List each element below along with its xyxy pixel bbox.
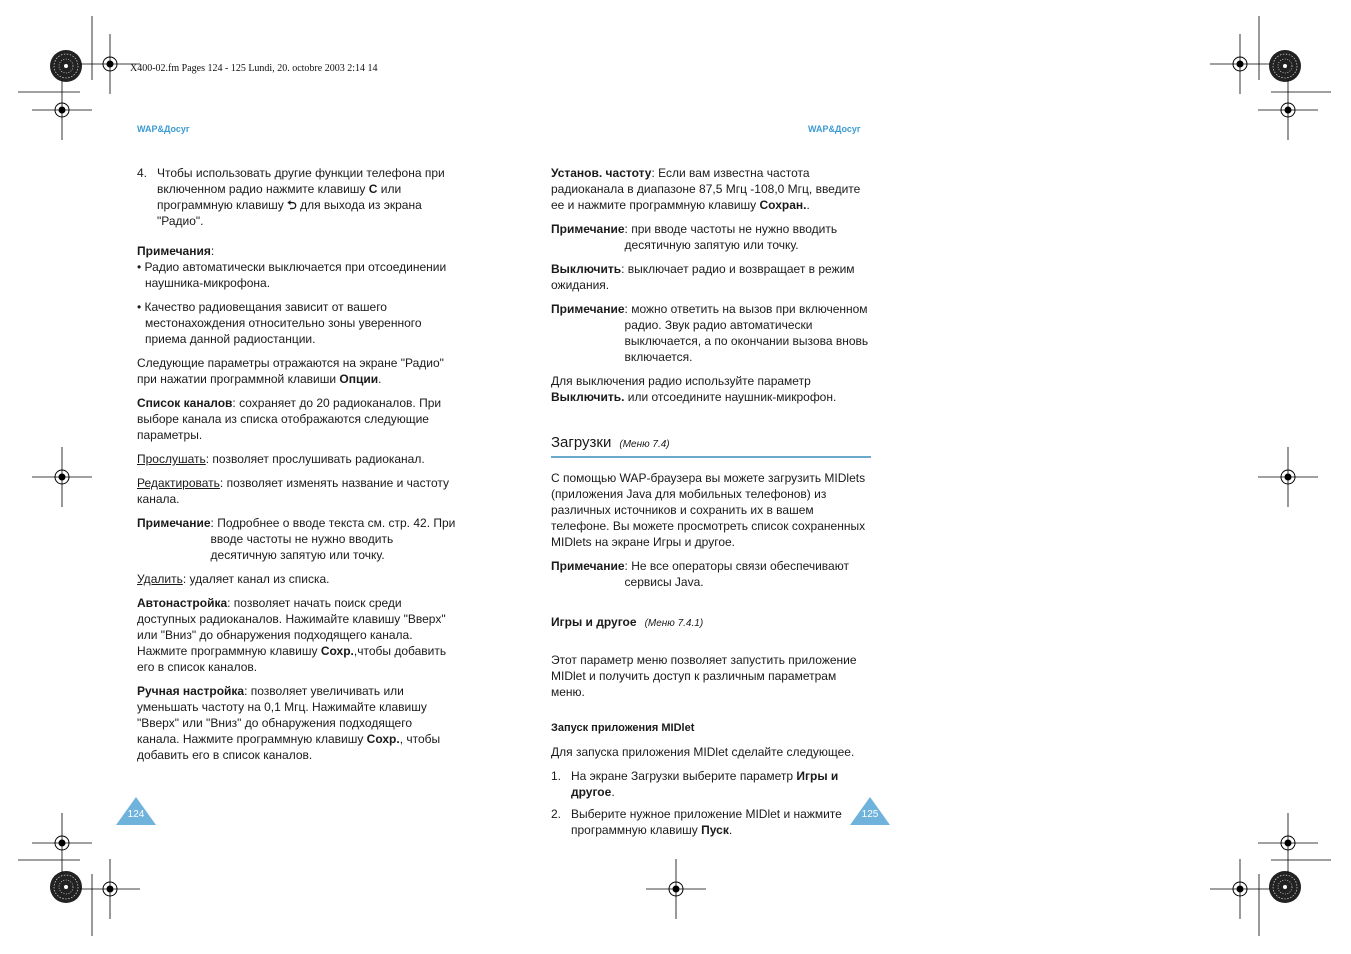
frequency-note: Примечание : при вводе частоты не нужно вводить десятичную запятую или точку. <box>551 222 838 252</box>
list-item: 1. На экране Загрузки выберите параметр Игры и другое. <box>551 769 839 799</box>
params-intro: Следующие параметры отражаются на экране "Радио" при нажатии программной клавиши Опции. <box>137 356 444 386</box>
section-tag-left: WAP&Досуг <box>137 124 190 134</box>
left-column <box>137 165 457 771</box>
section-tag-right: WAP&Досуг <box>808 124 861 134</box>
delete-para: Удалить: удаляет канал из списка. <box>137 572 330 586</box>
listen-para: Прослушать: позволяет прослушивать радиоканал. <box>137 452 425 466</box>
java-note: Примечание : Не все операторы связи обеспечивают сервисы Java. <box>551 559 849 589</box>
games-heading: Игры и другое (Меню 7.4.1) <box>551 615 704 629</box>
page-number-right: 125 <box>850 797 890 825</box>
channel-list-para: Список каналов: сохраняет до 20 радиоканалов. При выборе канала из списка отображаются следующие параметры. <box>137 396 442 442</box>
call-note: Примечание : можно ответить на вызов при включенном радио. Звук радио автоматически выключается, а по окончании вызова вновь включается. <box>551 302 869 364</box>
switch-off-para: Выключить: выключает радио и возвращает в режим ожидания. <box>551 262 855 292</box>
right-column <box>551 165 871 844</box>
notes-heading: Примечания: <box>137 244 215 258</box>
disable-radio-para: Для выключения радио используйте параметр Выключить. или отсоедините наушник-микрофон. <box>551 374 837 404</box>
launch-heading: Запуск приложения MIDlet <box>551 722 695 734</box>
games-para: Этот параметр меню позволяет запустить приложение MIDlet и получить доступ к различным параметрам меню. <box>551 653 857 699</box>
launch-intro: Для запуска приложения MIDlet сделайте следующее. <box>551 745 855 759</box>
edit-note: Примечание : Подробнее о вводе текста см. стр. 42. При вводе частоты не нужно вводить десятичную запятую или точку. <box>137 516 456 562</box>
note-bullet: • Радио автоматически выключается при отсоединении наушника-микрофона. <box>137 260 447 290</box>
list-item: 2. Выберите нужное приложение MIDlet и нажмите программную клавишу Пуск. <box>551 807 842 837</box>
downloads-para: С помощью WAP-браузера вы можете загрузить MIDlets (приложения Java для мобильных телефонов) из различных источников и сохранить их в вашем телефоне. Вы можете просмотреть список сохраненных MIDlets на экране Игры и другое. <box>551 471 866 549</box>
downloads-heading: Загрузки (Меню 7.4) <box>551 435 871 458</box>
autotune-para: Автонастройка: позволяет начать поиск среди доступных радиоканалов. Нажимайте клавишу "Вверх" или "Вниз" до обнаружения подходящего канала. Нажмите программную клавишу Сохр.,чтобы добавить его в список каналов. <box>137 596 447 674</box>
back-icon: ⮌ <box>287 198 297 212</box>
list-item: 4. Чтобы использовать другие функции телефона при включенном радио нажмите клавишу C или программную клавишу ⮌ для выхода из экрана "Радио". <box>137 166 445 228</box>
note-bullet: • Качество радиовещания зависит от вашего местонахождения относительно зоны уверенного приема данной радиостанции. <box>137 300 422 346</box>
manual-tune-para: Ручная настройка: позволяет увеличивать или уменьшать частоту на 0,1 Мгц. Нажимайте клавишу "Вверх" или "Вниз" до обнаружения подходящего канала. Нажмите программную клавишу Сохр., чтобы добавить его в список каналов. <box>137 684 441 762</box>
file-header: X400-02.fm Pages 124 - 125 Lundi, 20. octobre 2003 2:14 14 <box>130 63 378 74</box>
page-number-left: 124 <box>116 797 156 825</box>
set-frequency-para: Установ. частоту: Если вам известна частота радиоканала в диапазоне 87,5 Мгц -108,0 Мгц, введите ее и нажмите программную клавишу Сохран.. <box>551 166 861 212</box>
edit-para: Редактировать: позволяет изменять название и частоту канала. <box>137 476 449 506</box>
